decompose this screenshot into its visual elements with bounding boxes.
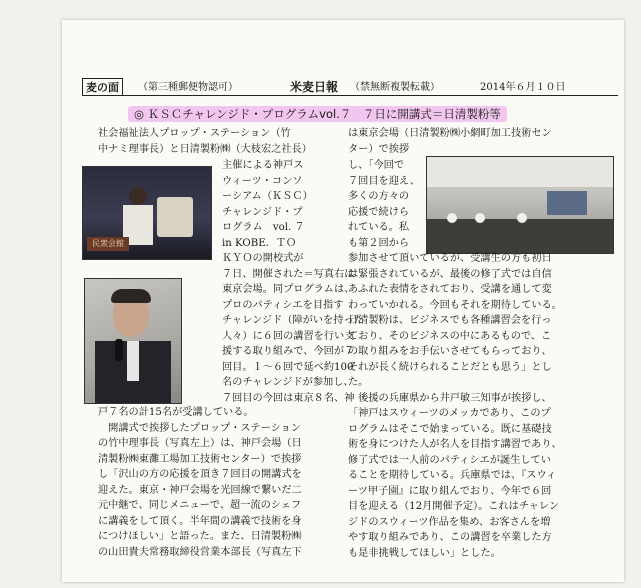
text-line: れている。私 [348,222,410,233]
chef-hat [517,213,527,223]
text-line: ７日、開催された＝写真右は [222,268,355,280]
text-line: 迎えた。東京・神戸会場を光回線で繋いだ二 [98,484,302,496]
text-line: ７回目を迎え、 [348,175,420,187]
header-rule [82,95,618,96]
text-line: ７回目の今回は東京８名、神 [222,392,355,404]
chef-hat [447,213,457,223]
text-line: わっていかれる。今回もそれを期待している。 [348,299,562,311]
text-line: 元中継で、同じメニューで、超一流のシェフ [98,500,302,511]
chef-hat [475,213,485,223]
text-line: 後援の兵庫県から井戸敏三知事が挨拶し、 [348,392,552,404]
speaker-head [129,187,147,205]
text-line: し「沢山の方の応援を頂き７回目の開講式を [98,469,302,480]
text-line: ることを期待している。兵庫県では、『スウィ [348,470,557,481]
display-shirt [157,197,193,237]
venue-ceiling [427,157,613,187]
venue-screen [547,191,587,215]
text-line: ウィーツ・コンソ [222,175,303,187]
text-line: は緊張されているが、最後の修了式では自信 [348,268,552,280]
text-line: ログラムはそこで始まっている。既に基礎技 [348,423,552,435]
text-line: 開講式で挨拶したプロップ・ステーション [98,422,301,434]
text-line: やす取り組みであり、この講習を卒業した方 [348,532,552,543]
text-line: あふれた表情をされており、受講を通して変 [348,284,552,295]
text-line: ーツ甲子園』に取り組んでおり、今年で６回 [348,485,552,497]
text-line: ログラム vol. ７ [222,222,305,233]
left-column-bottom [98,405,302,560]
text-line: た。 [348,377,369,388]
text-line: 人々）に６回の講習を行い支 [222,330,355,342]
text-line: in KOBE．ＴＯ [222,237,297,249]
text-line: に講義をして頂く。半年間の講義で技術を身 [98,515,302,527]
text-line: ジドのスウィーツ作品を集め、お客さんを増 [348,516,551,528]
text-line: 参加させて頂いているが、受講生の方も初日 [348,253,552,264]
text-line: 術を身につけた人が名人を目指す講習であり、 [348,439,562,450]
microphone [115,339,123,361]
text-line: ーシアム（ＫＳＣ） [222,191,313,202]
audience-row [427,219,613,253]
page-header [82,78,618,94]
text-line: チャレンジド・プ [222,206,303,218]
text-line: 社会福祉法人プロップ・ステーション（竹 [98,128,291,139]
stage-sign: 民衆会館 [87,237,129,251]
photo-kobe-stage [82,166,212,260]
text-line: 回目。１～６回で延べ約100 [222,361,354,373]
text-line: それが長く続けられることだとも思う」とし [348,361,552,373]
text-line: 「神戸はスウィーツのメッカであり、このプ [348,408,551,419]
right-column-bottom [348,251,562,561]
text-line: チャレンジド（障がいを持った [222,315,364,326]
right-column-beside-photo [348,158,420,251]
text-line: し、「今回で [348,160,405,171]
newspaper-page [62,20,624,582]
text-line: も第２回から [348,237,410,249]
text-line: 戸７名の計15名が受講している。 [98,407,254,418]
speaker-shirt [127,341,139,381]
paper-name: 米麦日報 [290,80,339,94]
text-line: 名のチャレンジドが参加し、 [222,377,354,388]
photo-tokyo-venue [426,156,614,254]
text-line: 清製粉㈱東灘工場加工技術センター）で挨拶 [98,453,302,465]
text-line: ＫＹＯの開校式が [222,253,304,264]
text-line: の取り組みをお手伝いさせてもらっており、 [348,346,552,357]
text-line: も是非挑戦してほしい」とした。 [348,547,501,559]
text-line: 多くの方々の [348,191,410,202]
photo-executive-speaking [84,278,182,404]
issue-date: 2014年６月１０日 [480,82,566,93]
left-column-beside-photo [222,158,364,406]
text-line: 日清製粉は、ビジネスでも各種講習会を行っ [348,315,552,326]
text-line: 応援で続けら [348,206,410,218]
text-line: の竹中理事長（写真左上）は、神戸会場（日 [98,438,302,449]
text-line: 東京会場。同プログラムは、 [222,284,355,295]
text-line: 修了式では一人前のパティシエが誕生してい [348,454,551,466]
text-line: につけほしい」と語った。また、日清製粉㈱ [98,531,302,542]
text-line: ており、そのビジネスの中にあるもので、こ [348,330,552,342]
text-line: 主催による神戸ス [222,160,304,171]
text-line: プロのパティシエを目指す [222,299,344,311]
text-line: は東京会場（日清製粉㈱小網町加工技術セン [348,128,552,139]
text-line: の山田貴夫常務取締役営業本部長（写真左下 [98,546,302,558]
reprint-note: （禁無断複製転載） [350,82,440,93]
text-line: 中ナミ理事長）と日清製粉㈱（大枝宏之社長） [98,143,312,155]
text-line: ター）で挨拶 [348,143,410,155]
text-line: 援する取り組みで、今回が７ [222,346,355,357]
postal-note: （第三種郵便物認可） [138,82,238,93]
article-headline: ◎ ＫＳＣチャレンジド・プログラムvol.７ ７日に開講式＝日清製粉等 [128,106,507,122]
text-line: 目を迎える（12月開催予定）。これはチャレン [348,501,560,512]
speaker-hair [111,289,151,303]
right-column-top [348,126,552,157]
left-column-top [98,126,312,157]
section-label: 麦の面 [82,78,123,96]
